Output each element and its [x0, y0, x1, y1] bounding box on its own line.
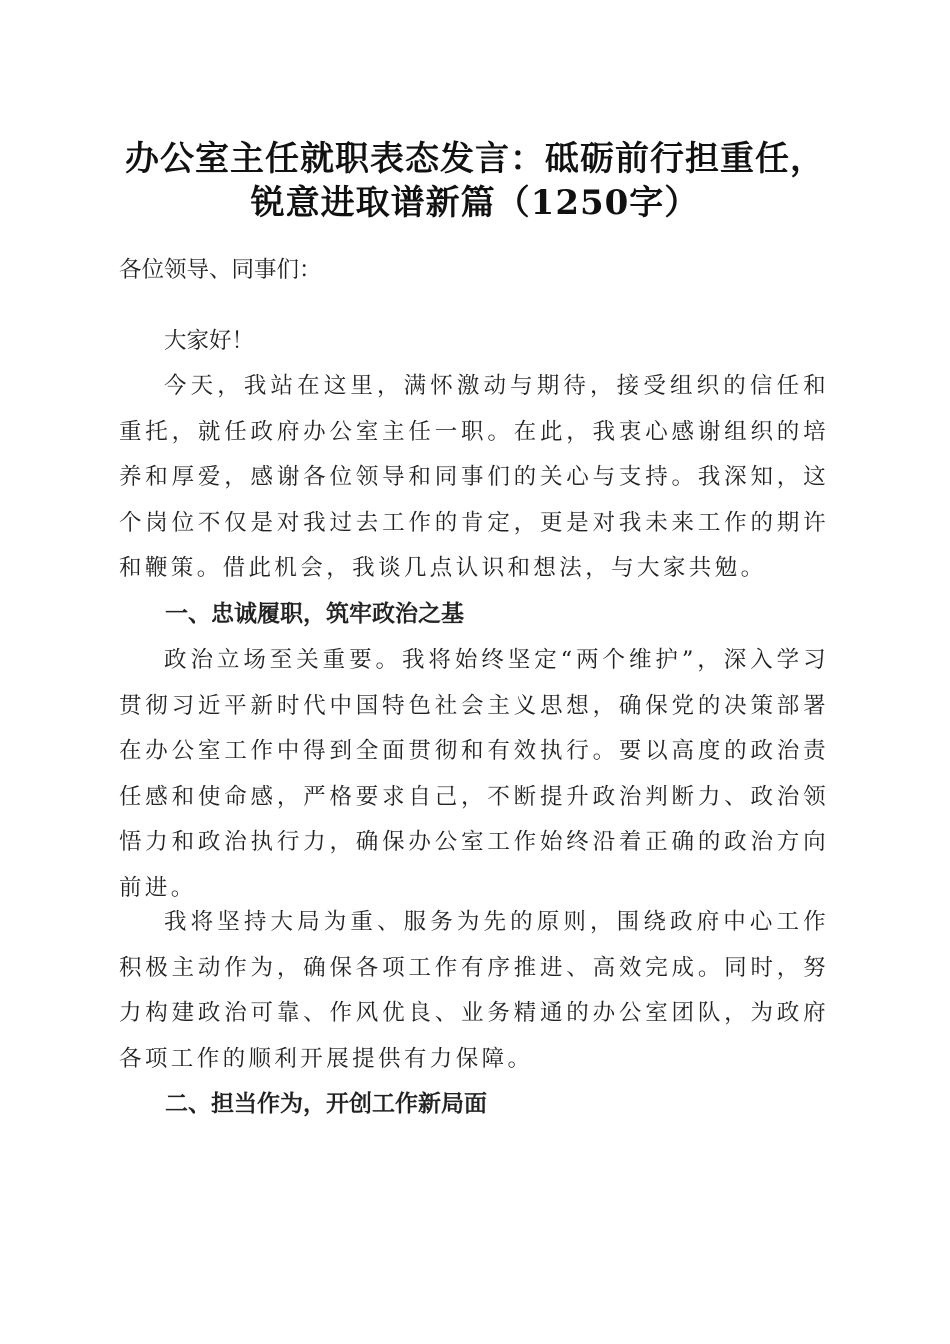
document-title-line-1: 办公室主任就职表态发言：砥砺前行担重任， — [125, 139, 825, 179]
paragraph-service-principle: 我将坚持大局为重、服务为先的原则，围绕政府中心工作积极主动作为，确保各项工作有序推进、高效完成。同时，努力构建政治可靠、作风优良、业务精通的办公室团队，为政府各项工作的顺利开展提供有力保障。 — [119, 909, 829, 1072]
paragraph-intro: 今天，我站在这里，满怀激动与期待，接受组织的信任和重托，就任政府办公室主任一职。在此，我衷心感谢组织的培养和厚爱，感谢各位领导和同事们的关心与支持。我深知，这个岗位不仅是对我过去工作的肯定，更是对我未来工作的期许和鞭策。借此机会，我谈几点认识和想法，与大家共勉。 — [119, 373, 829, 582]
section-heading-2: 二、担当作为，开创工作新局面 — [165, 1091, 487, 1117]
salutation: 各位领导、同事们： — [119, 257, 322, 283]
section-heading-1: 一、忠诚履职，筑牢政治之基 — [165, 601, 464, 627]
greeting: 大家好！ — [164, 328, 255, 354]
document-title-line-2: 锐意进取谱新篇（1250字） — [250, 183, 700, 223]
paragraph-political-stance: 政治立场至关重要。我将始终坚定“两个维护”，深入学习贯彻习近平新时代中国特色社会主义思想，确保党的决策部署在办公室工作中得到全面贯彻和有效执行。要以高度的政治责任感和使命感，严格要求自己，不断提升政治判断力、政治领悟力和政治执行力，确保办公室工作始终沿着正确的政治方向前进。 — [119, 647, 829, 901]
